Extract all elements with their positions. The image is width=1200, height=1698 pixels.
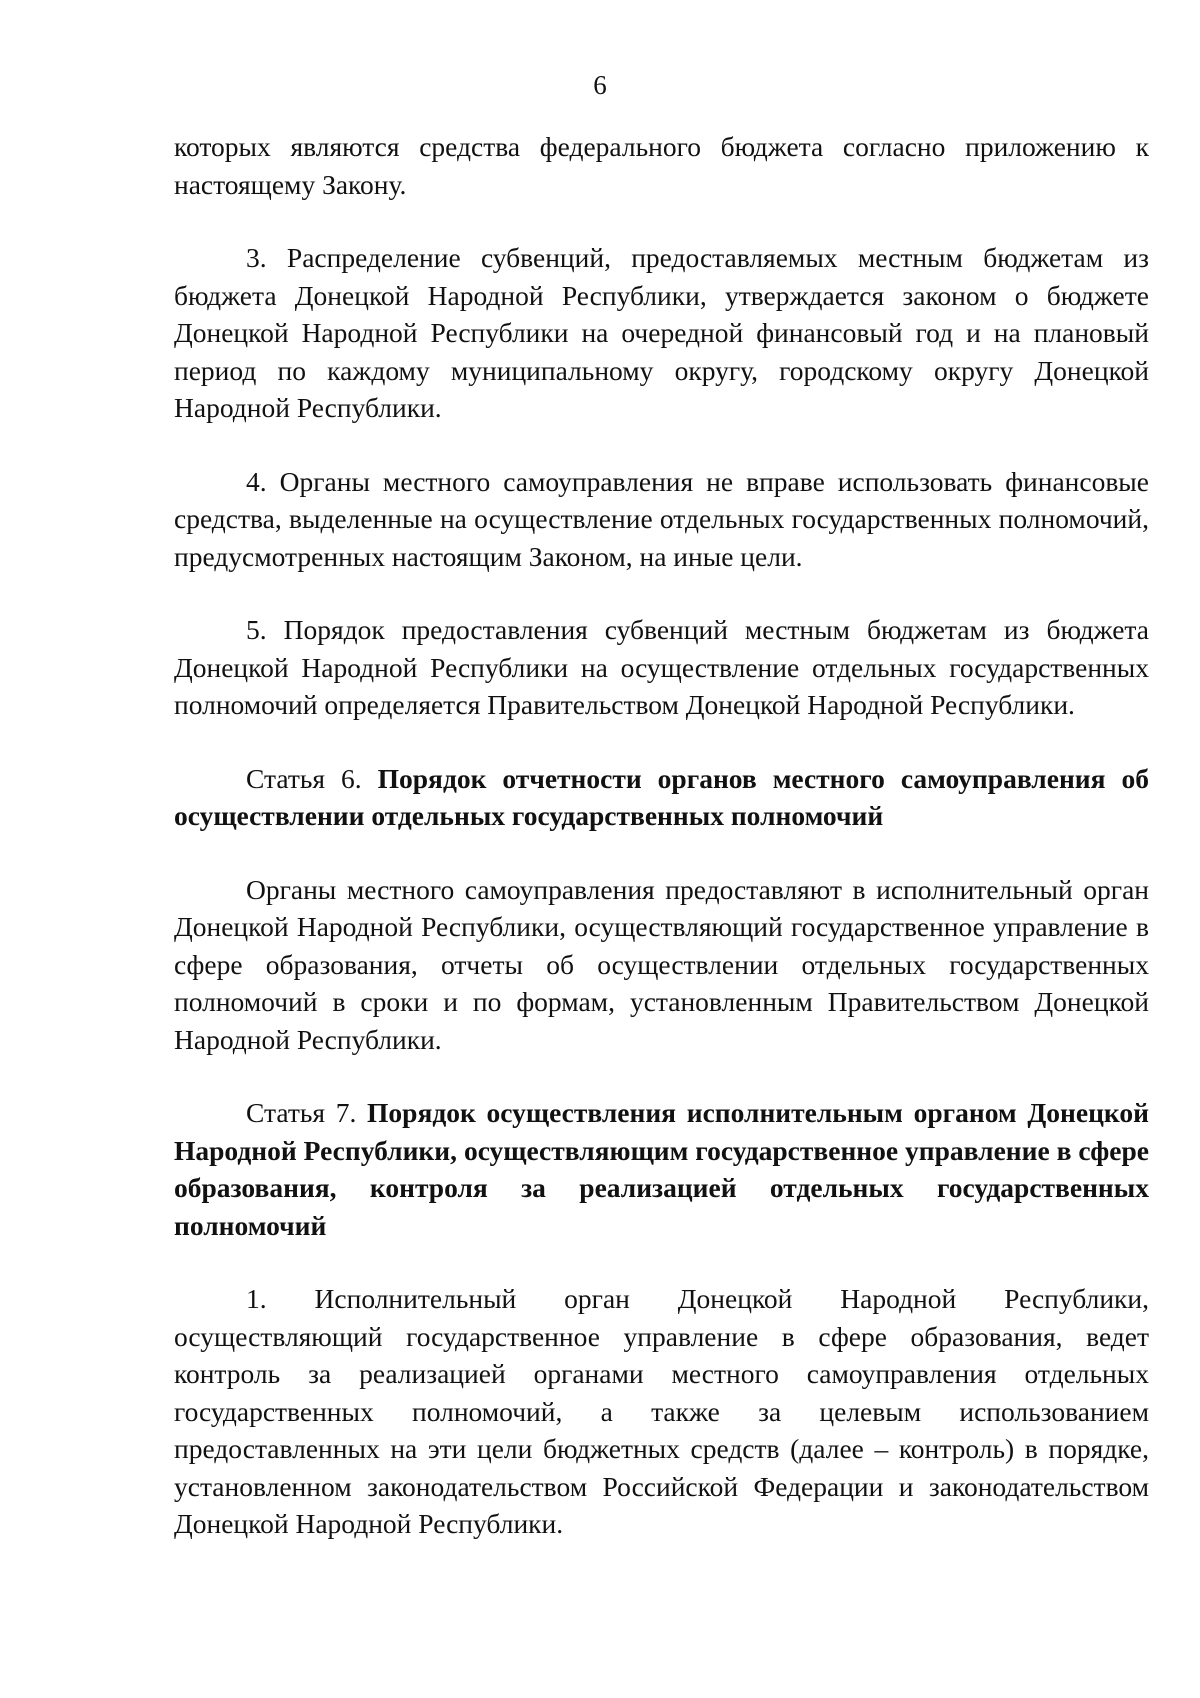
article-6-heading [174,760,1149,835]
article-6-label: Статья 6. [246,762,378,794]
article-6-body: Органы местного самоуправления предоставляют в исполнительный орган Донецкой Народной Республики, осуществляющий государственное управление в сфере образования, отчеты об осуществлении отдельных государственных полномочий в сроки и по формам, установленным Правительством Донецкой Народной Республики. [174,873,1149,1055]
article-7-paragraph-1: 1. Исполнительный орган Донецкой Народной Республики, осуществляющий государственное управление в сфере образования, ведет контроль за реализацией органами местного самоуправления отдельных государственных полномочий, а также за целевым использованием предоставленных на эти цели бюджетных средств (далее – контроль) в порядке, установленном законодательством Российской Федерации и законодательством Донецкой Народной Республики. [174,1283,1149,1539]
page-number: 6 [593,70,607,100]
article-7-title: Порядок осуществления исполнительным органом Донецкой Народной Республики, осуществляющим государственное управление в сфере образования, контроля за реализацией отдельных государственных полномочий [174,1097,1149,1241]
document-body [174,128,1149,1543]
paragraph-3: 3. Распределение субвенций, предоставляемых местным бюджетам из бюджета Донецкой Народной Республики, утверждается законом о бюджете Донецкой Народной Республики на очередной финансовый год и на плановый период по каждому муниципальному округу, городскому округу Донецкой Народной Республики. [174,242,1149,423]
article-7-heading [174,1094,1149,1244]
paragraph-4: 4. Органы местного самоуправления не вправе использовать финансовые средства, выделенные на осуществление отдельных государственных полномочий, предусмотренных настоящим Законом, на иные цели. [174,465,1149,572]
paragraph-5: 5. Порядок предоставления субвенций местным бюджетам из бюджета Донецкой Народной Республики на осуществление отдельных государственных полномочий определяется Правительством Донецкой Народной Республики. [174,614,1149,720]
article-6-title: Порядок отчетности органов местного самоуправления об осуществлении отдельных государственных полномочий [174,762,1149,831]
continuation-paragraph: которых являются средства федерального бюджета согласно приложению к настоящему Закону. [174,131,1149,200]
article-7-label: Статья 7. [246,1097,368,1128]
